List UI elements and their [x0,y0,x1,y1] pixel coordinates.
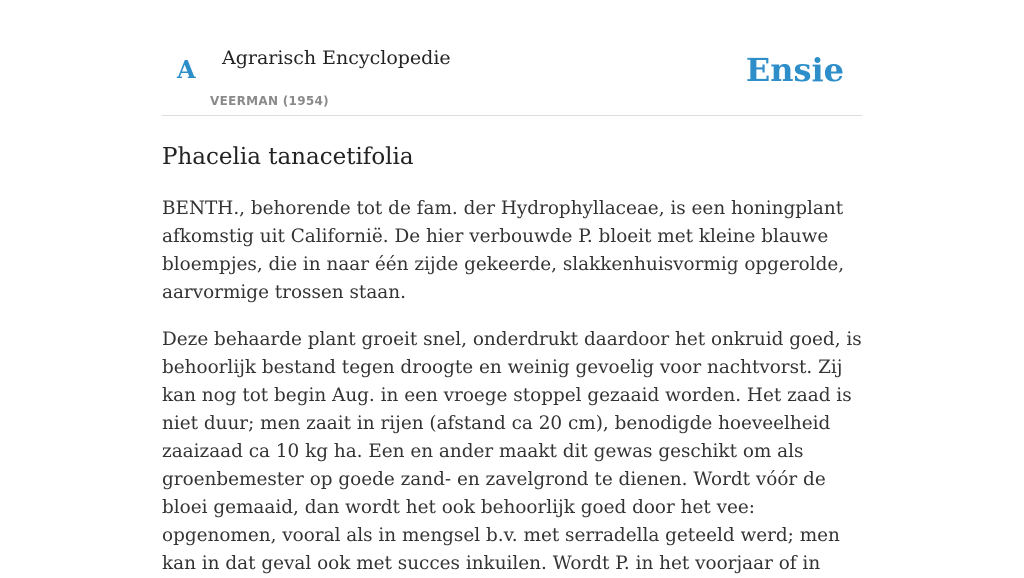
entry-paragraph: BENTH., behorende tot de fam. der Hydrophyllaceae, is een honingplant afkomstig uit Californië. De hier verbouwde P. bloeit met kleine blauwe bloempjes, die in naar één zijde gekeerde, slakkenhuisvormig opgerolde, aarvormige trossen staan. [162,198,845,303]
entry-paragraph: Deze behaarde plant groeit snel, onderdrukt daardoor het onkruid goed, is behoorlijk bestand tegen droogte en weinig gevoelig voor nachtvorst. Zij kan nog tot begin Aug. in een vroege stoppel gezaaid worden. Het zaad is niet duur; men zaait in rijen (afstand ca 20 cm), benodigde hoeveelheid zaaizaad ca 10 kg ha. Een en ander maakt dit gewas geschikt om als groenbemester op goede zand- en zavelgrond te dienen. Wordt vóór de bloei gemaaid, dan wordt het ook behoorlijk goed door het vee: opgenomen, vooral als in mengsel b.v. met serradella geteeld werd; men kan in dat geval ook met succes inkuilen. Wordt P. in het voorjaar of in [162,329,862,574]
site-header [162,0,862,116]
page-container [162,0,862,578]
work-author-year: VEERMAN (1954) [210,94,329,108]
entry-title: Phacelia tanacetifolia [162,144,414,170]
ensie-brand-logo[interactable]: Ensie [745,51,844,89]
work-title-link[interactable]: Agrarisch Encyclopedie [222,47,451,69]
encyclopedia-letter-logo[interactable]: A [177,55,196,84]
